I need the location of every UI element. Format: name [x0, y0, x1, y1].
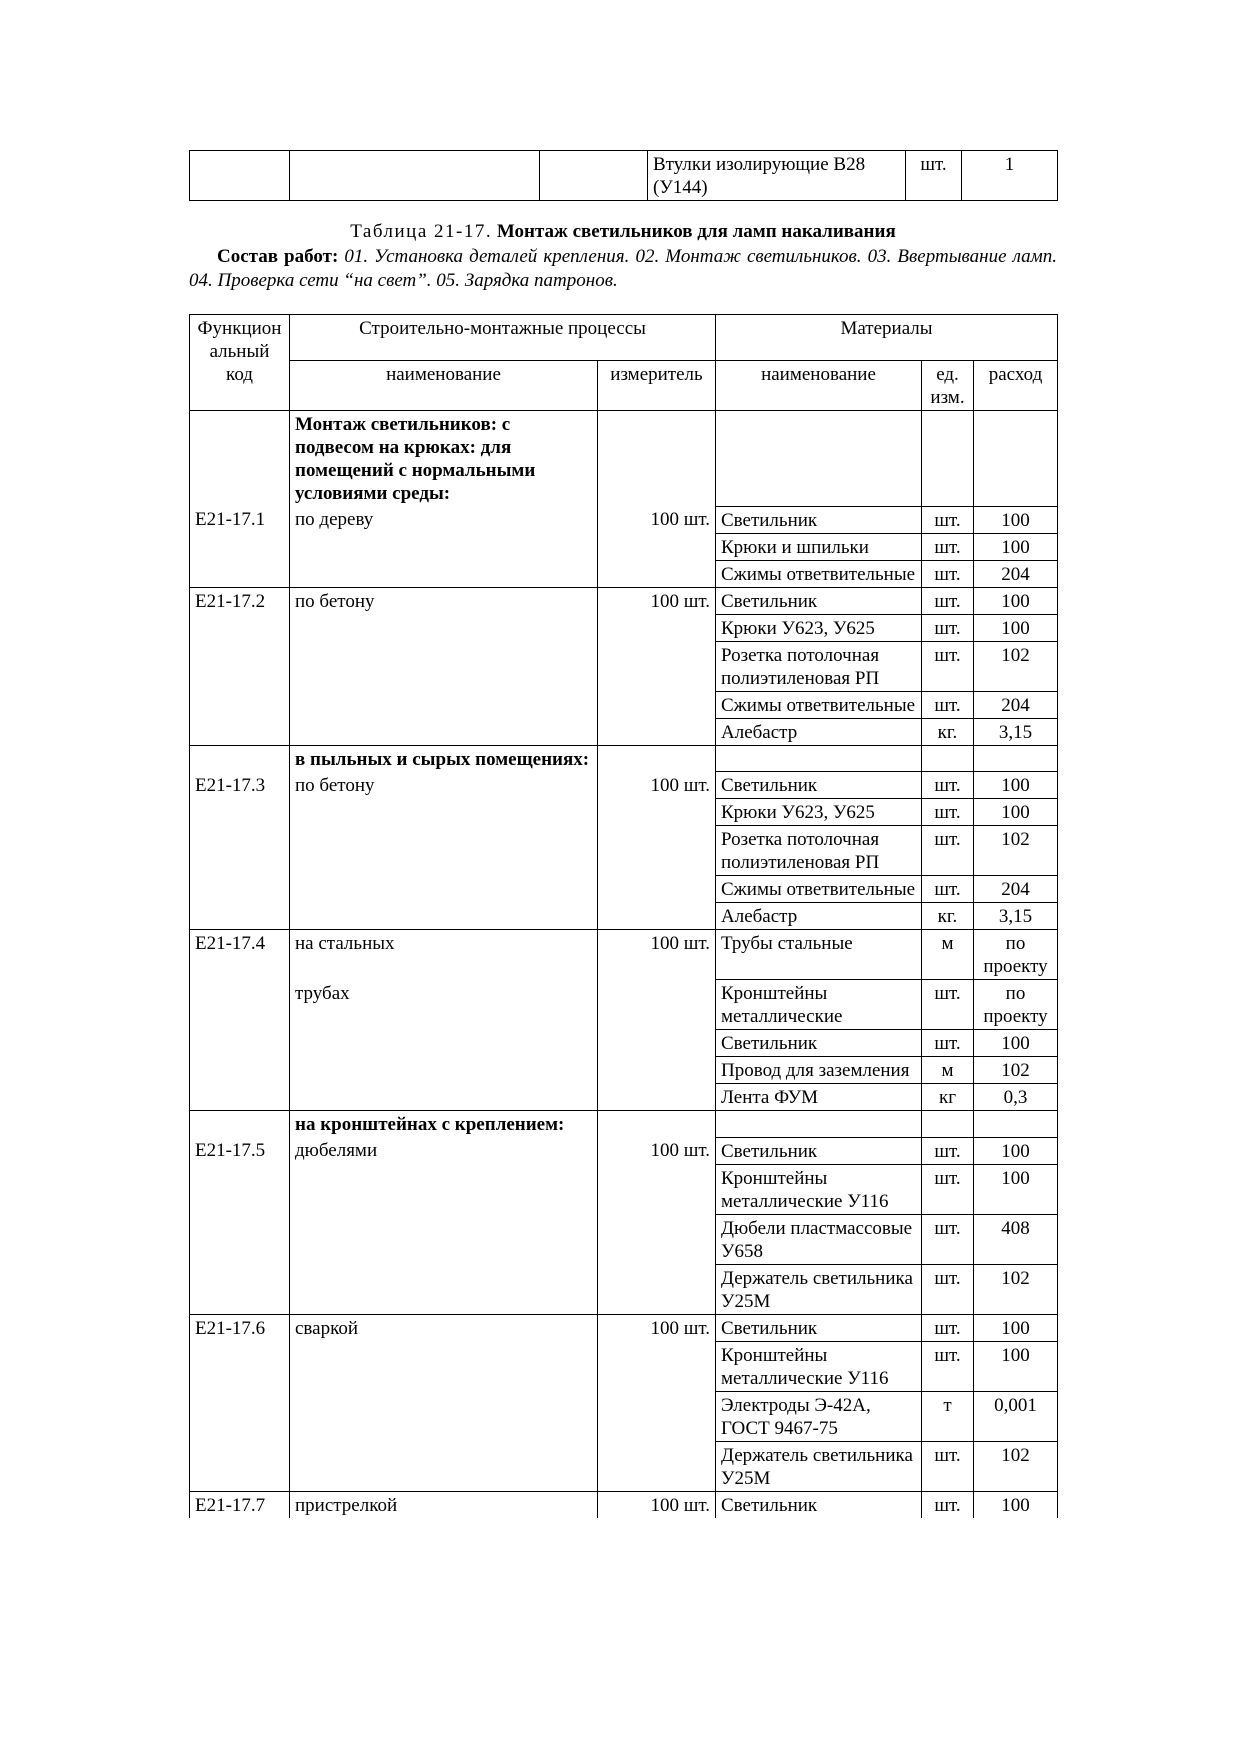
row-material: Сжимы ответвительные	[716, 876, 922, 903]
row-unit	[922, 411, 974, 507]
row-unit: шт.	[922, 533, 974, 560]
row-unit: м	[922, 1057, 974, 1084]
table-row	[190, 641, 1058, 691]
row-unit: шт.	[922, 980, 974, 1030]
row-process: на стальных	[290, 930, 598, 980]
row-unit: кг	[922, 1084, 974, 1111]
row-material: Светильник	[716, 1314, 922, 1341]
row-unit: шт.	[922, 1491, 974, 1518]
row-amount: 102	[974, 826, 1058, 876]
header-processes: Строительно-монтажные процессы	[290, 315, 716, 361]
header-proc-name: наименование	[290, 361, 598, 411]
table-row	[190, 1341, 1058, 1391]
row-material: Алебастр	[716, 718, 922, 745]
table-row	[190, 1057, 1058, 1084]
material-amount: 1	[962, 151, 1058, 201]
row-process	[290, 903, 598, 930]
row-material	[716, 1111, 922, 1138]
row-code	[190, 718, 290, 745]
row-material: Крюки и шпильки	[716, 533, 922, 560]
row-code	[190, 876, 290, 903]
row-unit: т	[922, 1391, 974, 1441]
row-amount: 204	[974, 876, 1058, 903]
table-row	[190, 1391, 1058, 1441]
row-process: на кронштейнах с креплением:	[290, 1111, 598, 1138]
row-material: Кронштейны металлические	[716, 980, 922, 1030]
header-code: Функцион альный код	[190, 315, 290, 411]
row-process	[290, 1057, 598, 1084]
row-code	[190, 691, 290, 718]
row-measure	[598, 718, 716, 745]
row-amount: 3,15	[974, 903, 1058, 930]
row-unit: кг.	[922, 718, 974, 745]
row-measure	[598, 560, 716, 587]
row-unit: шт.	[922, 826, 974, 876]
row-measure	[598, 1030, 716, 1057]
row-measure	[598, 745, 716, 772]
row-measure	[598, 1341, 716, 1391]
row-code	[190, 641, 290, 691]
row-measure	[598, 980, 716, 1030]
row-amount: 204	[974, 560, 1058, 587]
row-material: Розетка потолочная полиэтиленовая РП	[716, 641, 922, 691]
row-unit: шт.	[922, 691, 974, 718]
row-measure	[598, 1391, 716, 1441]
row-amount: 100	[974, 1314, 1058, 1341]
row-material: Светильник	[716, 1491, 922, 1518]
header-row	[190, 315, 1058, 361]
row-material: Держатель светильника У25М	[716, 1441, 922, 1491]
row-code	[190, 745, 290, 772]
row-unit: шт.	[922, 560, 974, 587]
row-material: Кронштейны металлические У116	[716, 1164, 922, 1214]
row-amount: 100	[974, 1164, 1058, 1214]
row-amount: 0,3	[974, 1084, 1058, 1111]
row-process	[290, 641, 598, 691]
row-material: Светильник	[716, 506, 922, 533]
row-code: Е21-17.1	[190, 506, 290, 533]
row-measure: 100 шт.	[598, 1491, 716, 1518]
row-code: Е21-17.5	[190, 1137, 290, 1164]
row-unit: шт.	[922, 506, 974, 533]
row-code: Е21-17.6	[190, 1314, 290, 1341]
row-process: дюбелями	[290, 1137, 598, 1164]
row-amount: 100	[974, 1030, 1058, 1057]
row-unit	[922, 745, 974, 772]
table-row	[190, 587, 1058, 614]
row-material: Сжимы ответвительные	[716, 560, 922, 587]
row-material: Лента ФУМ	[716, 1084, 922, 1111]
row-amount: по проекту	[974, 930, 1058, 980]
row-unit: шт.	[922, 799, 974, 826]
row-material: Электроды Э-42А, ГОСТ 9467-75	[716, 1391, 922, 1441]
row-code: Е21-17.7	[190, 1491, 290, 1518]
row-measure: 100 шт.	[598, 506, 716, 533]
table-row	[190, 506, 1058, 533]
row-unit: шт.	[922, 587, 974, 614]
row-unit	[922, 1111, 974, 1138]
row-process: пристрелкой	[290, 1491, 598, 1518]
row-measure	[598, 1214, 716, 1264]
row-material: Розетка потолочная полиэтиленовая РП	[716, 826, 922, 876]
table-row	[190, 1137, 1058, 1164]
header-materials: Материалы	[716, 315, 1058, 361]
table-row	[190, 1214, 1058, 1264]
table-row	[190, 876, 1058, 903]
row-measure	[598, 1057, 716, 1084]
row-code	[190, 411, 290, 507]
row-material: Светильник	[716, 1030, 922, 1057]
table-row	[190, 691, 1058, 718]
row-code	[190, 1057, 290, 1084]
row-unit: шт.	[922, 641, 974, 691]
row-code	[190, 1084, 290, 1111]
row-code	[190, 799, 290, 826]
row-material: Крюки У623, У625	[716, 799, 922, 826]
row-process: по бетону	[290, 772, 598, 799]
row-process	[290, 1391, 598, 1441]
row-amount: 100	[974, 1341, 1058, 1391]
header-mat-amount: расход	[974, 361, 1058, 411]
composition-text: 01. Установка деталей крепления. 02. Монтаж светильников. 03. Ввертывание ламп. 04. Проверка сети “на свет”. 05. Зарядка патронов.	[189, 246, 1057, 291]
header-mat-name: наименование	[716, 361, 922, 411]
row-measure	[598, 1264, 716, 1314]
table-row	[190, 980, 1058, 1030]
row-measure	[598, 903, 716, 930]
row-code	[190, 1441, 290, 1491]
row-process	[290, 533, 598, 560]
row-unit: шт.	[922, 1341, 974, 1391]
table-row	[190, 411, 1058, 507]
table-row	[190, 1084, 1058, 1111]
work-composition	[189, 245, 1057, 293]
row-measure	[598, 1164, 716, 1214]
row-process	[290, 1030, 598, 1057]
cell-empty	[540, 151, 648, 201]
row-process: сваркой	[290, 1314, 598, 1341]
material-name: Втулки изолирующие В28 (У144)	[648, 151, 906, 201]
caption-label: Таблица 21-17.	[350, 221, 493, 242]
table-row	[190, 614, 1058, 641]
row-unit: шт.	[922, 1030, 974, 1057]
row-process	[290, 1264, 598, 1314]
table-row	[190, 1164, 1058, 1214]
row-unit: шт.	[922, 1441, 974, 1491]
composition-label: Состав работ:	[217, 246, 339, 267]
row-code: Е21-17.3	[190, 772, 290, 799]
table-caption	[189, 220, 1057, 244]
row-amount: 408	[974, 1214, 1058, 1264]
row-amount	[974, 411, 1058, 507]
row-measure	[598, 876, 716, 903]
row-material: Кронштейны металлические У116	[716, 1341, 922, 1391]
row-process	[290, 614, 598, 641]
cell-empty	[290, 151, 540, 201]
row-code	[190, 560, 290, 587]
row-code: Е21-17.4	[190, 930, 290, 980]
row-material: Трубы стальные	[716, 930, 922, 980]
row-process	[290, 1441, 598, 1491]
row-measure	[598, 691, 716, 718]
row-material	[716, 411, 922, 507]
row-amount: 100	[974, 533, 1058, 560]
row-amount: 100	[974, 799, 1058, 826]
table-row	[190, 1491, 1058, 1518]
row-material: Светильник	[716, 772, 922, 799]
row-unit: кг.	[922, 903, 974, 930]
norms-table	[189, 314, 1058, 1518]
row-amount: 102	[974, 1264, 1058, 1314]
row-amount	[974, 745, 1058, 772]
row-measure	[598, 826, 716, 876]
row-amount: 100	[974, 772, 1058, 799]
row-amount	[974, 1111, 1058, 1138]
table-row	[190, 1111, 1058, 1138]
row-measure	[598, 799, 716, 826]
row-amount: 102	[974, 641, 1058, 691]
row-process	[290, 1164, 598, 1214]
row-measure	[598, 614, 716, 641]
row-material: Светильник	[716, 587, 922, 614]
row-material: Алебастр	[716, 903, 922, 930]
row-material: Дюбели пластмассовые У658	[716, 1214, 922, 1264]
header-row	[190, 361, 1058, 411]
row-amount: 100	[974, 506, 1058, 533]
row-material: Сжимы ответвительные	[716, 691, 922, 718]
row-measure: 100 шт.	[598, 1137, 716, 1164]
row-measure	[598, 533, 716, 560]
top-continuation-table	[189, 150, 1058, 201]
row-material: Светильник	[716, 1137, 922, 1164]
table-row	[190, 533, 1058, 560]
row-amount: 102	[974, 1057, 1058, 1084]
caption-title: Монтаж светильников для ламп накаливания	[496, 221, 896, 242]
row-code	[190, 1391, 290, 1441]
row-measure: 100 шт.	[598, 930, 716, 980]
table-row	[190, 1264, 1058, 1314]
row-material	[716, 745, 922, 772]
table-row	[190, 718, 1058, 745]
row-measure	[598, 411, 716, 507]
row-code	[190, 1030, 290, 1057]
row-process: трубах	[290, 980, 598, 1030]
row-amount: 204	[974, 691, 1058, 718]
row-code	[190, 1164, 290, 1214]
row-process	[290, 799, 598, 826]
table-row	[190, 560, 1058, 587]
table-row	[190, 930, 1058, 980]
row-unit: шт.	[922, 1164, 974, 1214]
header-proc-unit: измеритель	[598, 361, 716, 411]
row-code: Е21-17.2	[190, 587, 290, 614]
row-process	[290, 560, 598, 587]
row-unit: шт.	[922, 1137, 974, 1164]
row-process: Монтаж светильников: с подвесом на крюках: для помещений с нормальными условиями среды:	[290, 411, 598, 507]
row-process	[290, 1084, 598, 1111]
row-amount: 100	[974, 1491, 1058, 1518]
row-code	[190, 1111, 290, 1138]
row-measure: 100 шт.	[598, 772, 716, 799]
table-row	[190, 1441, 1058, 1491]
material-unit: шт.	[906, 151, 962, 201]
row-amount: 102	[974, 1441, 1058, 1491]
row-unit: шт.	[922, 772, 974, 799]
row-process: по бетону	[290, 587, 598, 614]
row-measure: 100 шт.	[598, 1314, 716, 1341]
row-amount: 3,15	[974, 718, 1058, 745]
row-amount: 100	[974, 1137, 1058, 1164]
row-unit: шт.	[922, 1214, 974, 1264]
row-process	[290, 691, 598, 718]
row-measure	[598, 1441, 716, 1491]
row-process	[290, 1341, 598, 1391]
cell-empty	[190, 151, 290, 201]
row-process: по дереву	[290, 506, 598, 533]
row-material: Крюки У623, У625	[716, 614, 922, 641]
row-code	[190, 533, 290, 560]
table-body	[190, 411, 1058, 1518]
table-row	[190, 799, 1058, 826]
row-process	[290, 1214, 598, 1264]
row-material: Провод для заземления	[716, 1057, 922, 1084]
row-unit: шт.	[922, 614, 974, 641]
row-code	[190, 614, 290, 641]
row-amount: по проекту	[974, 980, 1058, 1030]
row-measure	[598, 641, 716, 691]
row-process	[290, 826, 598, 876]
table-row	[190, 903, 1058, 930]
row-code	[190, 826, 290, 876]
row-measure	[598, 1111, 716, 1138]
row-code	[190, 1264, 290, 1314]
table-row	[190, 772, 1058, 799]
row-code	[190, 903, 290, 930]
table-row	[190, 1030, 1058, 1057]
row-process	[290, 876, 598, 903]
row-amount: 100	[974, 614, 1058, 641]
row-code	[190, 1214, 290, 1264]
header-mat-unit: ед. изм.	[922, 361, 974, 411]
row-process	[290, 718, 598, 745]
row-code	[190, 1341, 290, 1391]
row-unit: шт.	[922, 1314, 974, 1341]
row-unit: м	[922, 930, 974, 980]
row-amount: 0,001	[974, 1391, 1058, 1441]
row-measure	[598, 1084, 716, 1111]
row-code	[190, 980, 290, 1030]
table-row	[190, 826, 1058, 876]
row-process: в пыльных и сырых помещениях:	[290, 745, 598, 772]
row-measure: 100 шт.	[598, 587, 716, 614]
row-material: Держатель светильника У25М	[716, 1264, 922, 1314]
row-unit: шт.	[922, 1264, 974, 1314]
row-amount: 100	[974, 587, 1058, 614]
row-unit: шт.	[922, 876, 974, 903]
table-row	[190, 1314, 1058, 1341]
table-row	[190, 151, 1058, 201]
table-row	[190, 745, 1058, 772]
